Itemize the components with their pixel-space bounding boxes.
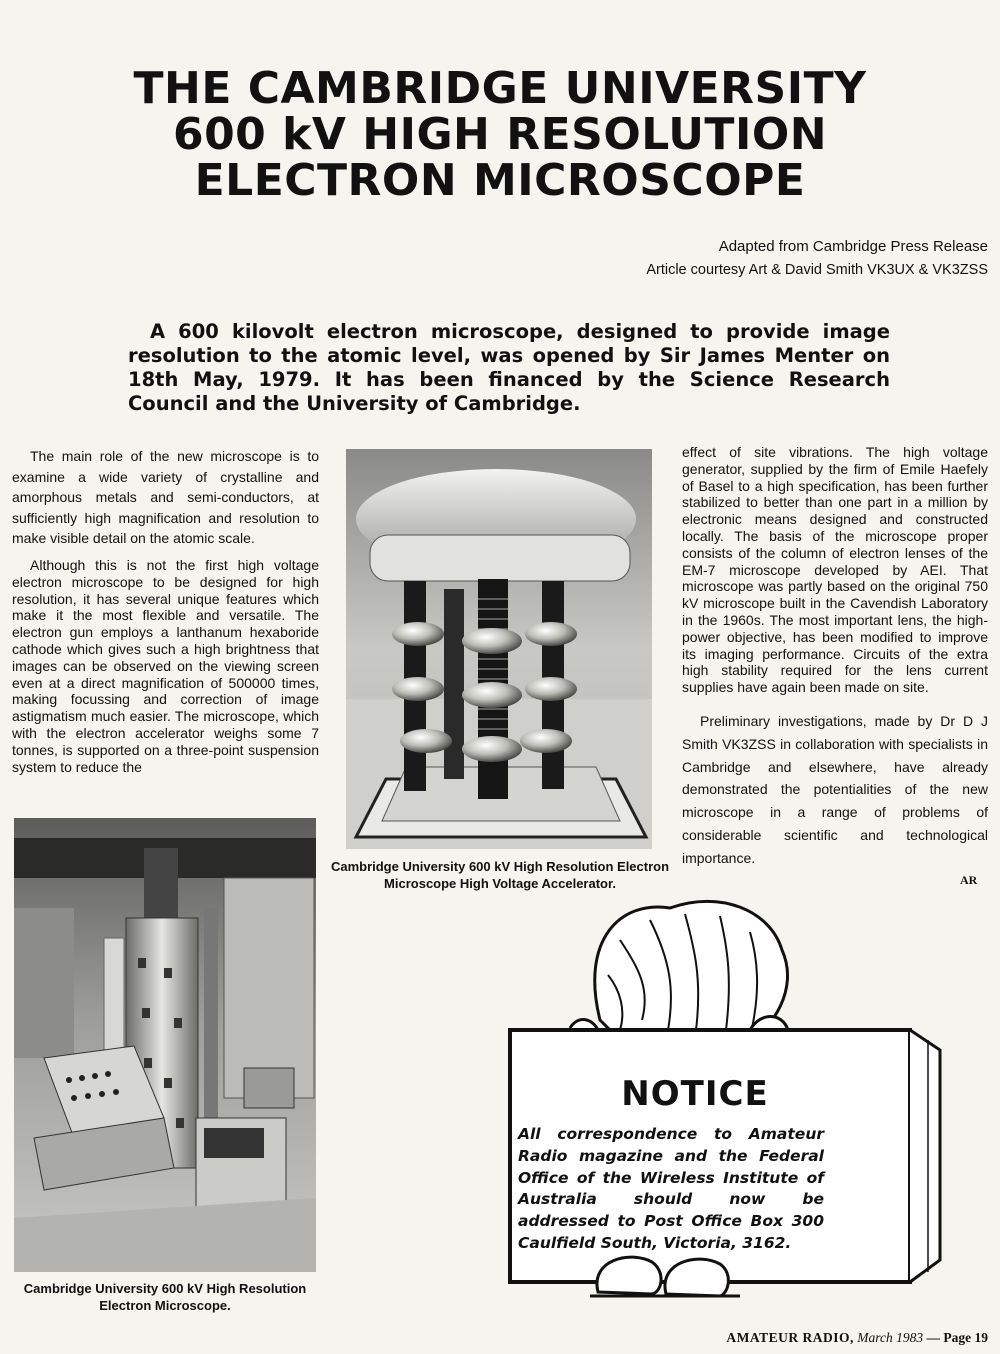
column-1-paragraph-1: The main role of the new microscope is to examine a wide variety of crystalline and amorphous metals and semi-conductors, at sufficiently high magnification and resolution to make visible detail on the atomic scale. <box>12 448 319 547</box>
notice-body: All correspondence to Amateur Radio magazine and the Federal Office of the Wireless Institute of Australia should now be addressed to Post Office Box 300 Caulfield South, Victoria, 3162. <box>518 1125 824 1252</box>
column-3-paragraph-2: Preliminary investigations, made by Dr D J Smith VK3ZSS in collaboration with specialists in Cambridge and elsewhere, have already demonstrated the potentialities of the new microscope in a range of problems of considerable scientific and technological importance. <box>682 712 988 866</box>
microscope-caption: Cambridge University 600 kV High Resolution Electron Microscope. <box>23 1281 307 1313</box>
article-title <box>60 63 940 206</box>
intro-paragraph <box>128 320 890 416</box>
footer-date: March 1983 <box>857 1330 924 1345</box>
article-end-mark: AR <box>960 873 978 887</box>
title-line-3: ELECTRON MICROSCOPE <box>194 155 806 206</box>
accelerator-photo <box>346 449 652 849</box>
page-footer <box>726 1330 988 1346</box>
accelerator-illustration <box>346 449 652 849</box>
column-3-paragraph-1: effect of site vibrations. The high voltage generator, supplied by the firm of Emile Haefely of Basel to a high specification, has been further stabilized to better than one part in a million by electronic means designed and constructed locally. The basis of the microscope proper consists of the column of electron lenses of the EM-7 microscope developed by AEI. That microscope was partly based on the original 750 kV microscope built in the Cavendish Laboratory in the 1960s. The most important lens, the high-power objective, has been modified to improve its imaging performance. Circuits of the extra high stability required for the lens current supplies have again been made on site. <box>682 444 988 696</box>
microscope-photo <box>14 818 316 1272</box>
courtesy-credit: Article courtesy Art & David Smith VK3UX & VK3ZSS <box>646 262 988 278</box>
footer-page-number: — Page 19 <box>926 1330 988 1345</box>
column-1-paragraph-2: Although this is not the first high voltage electron microscope to be designed for high resolution, it has several unique features which make it the most flexible and versatile. The electron gun employs a lanthanum hexaboride cathode which gives such a high brightness that images can be observed on the viewing screen even at a direct magnification of 500000 times, making focussing and correction of image astigmatism much easier. The microscope, which with the electron accelerator weighs some 7 tonnes, is supported on a three-point suspension system to reduce the <box>12 556 319 775</box>
title-line-1: THE CAMBRIDGE UNIVERSITY <box>133 63 867 114</box>
notice-title: NOTICE <box>621 1074 769 1114</box>
column-3 <box>682 444 988 870</box>
title-line-2: 600 kV HIGH RESOLUTION <box>172 109 828 160</box>
source-credit: Adapted from Cambridge Press Release <box>718 238 988 255</box>
intro-text: A 600 kilovolt electron microscope, designed to provide image resolution to the atomic level, was opened by Sir James Menter on 18th May, 1979. It has been financed by the Science Research Council and the University of Cambridge. <box>128 320 890 415</box>
column-1 <box>12 446 319 775</box>
accelerator-caption: Cambridge University 600 kV High Resolution Electron Microscope High Voltage Accelerator. <box>330 859 670 891</box>
microscope-illustration <box>14 818 316 1272</box>
footer-magazine: AMATEUR RADIO, <box>726 1330 854 1345</box>
